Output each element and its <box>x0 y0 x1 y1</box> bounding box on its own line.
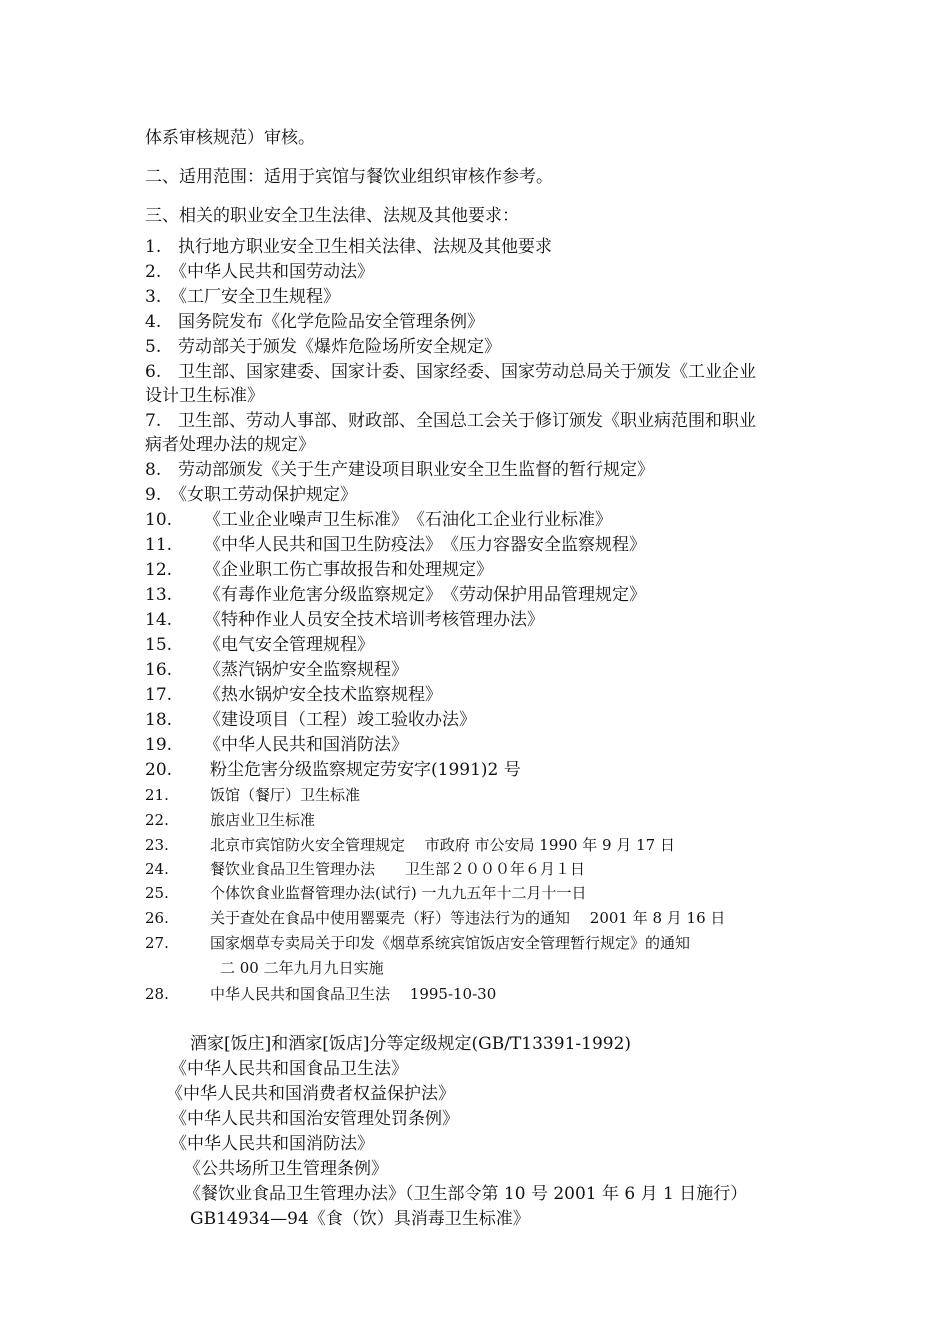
section-two-scope: 二、适用范围：适用于宾馆与餐饮业组织审核作参考。 <box>145 167 553 187</box>
reference-line: GB14934—94《食（饮）具消毒卫生标准》 <box>190 1209 530 1229</box>
document-page: 体系审核规范）审核。 二、适用范围：适用于宾馆与餐饮业组织审核作参考。 三、相关的职业安全卫生法律、法规及其他要求： 1. 执行地方职业安全卫生相关法律、法规及其他要求 2. 《中华人民共和国劳动法》 3. 《工厂安全卫生规程》 4. 国务院发布《化学危险品安全管理条例》 5. 劳动部关于颁发《爆炸危险场所安全规定》 6. 卫生部、国家建委、国家计委、国家经委、国家劳动总局关于颁发《工业企业 设计卫生标准》 7. 卫生部、劳动人事部、财政部、全国总工会关于修订颁发《职业病范围和职业 病者处理办法的规定》 8. 劳动部颁发《关于生产建设项目职业安全卫生监督的暂行规定》 9. 《女职工劳动保护规定》 10. 《工业企业噪声卫生标准》 《石油化工企业行业标准》 11. 《中华人民共和国卫生防疫法》 《压力容器安全监察规程》 12. 《企业职工伤亡事故报告和处理规定》 13. 《有毒作业危害分级监察规定》 《劳动保护用品管理规定》 14. 《特种作业人员安全技术培训考核管理办法》 15. 《电气安全管理规程》 16. 《蒸汽锅炉安全监察规程》 17. 《热水锅炉安全技术监察规程》 18. 《建设项目（工程）竣工验收办法》 19. 《中华人民共和国消防法》 20. 粉尘危害分级监察规定劳安字(1991)2 号 21. 饭馆（餐厅）卫生标准 22. 旅店业卫生标准 23. 北京市宾馆防火安全管理规定 市政府 市公安局 1990 年 9 月 17 日 24. 餐饮业食品卫生管理办法 卫生部２０００年６月１日 25. 个体饮食业监督管理办法(试行) 一九九五年十二月十一日 26. 关于查处在食品中使用罂粟壳（籽）等违法行为的通知 2001 年 8 月 16 日 27. 国家烟草专卖局关于印发《烟草系统宾馆饭店安全管理暂行规定》的通知 二 00 二年九月九日实施 28. 中华人民共和国食品卫生法 1995-10-30 酒家[饭庄]和酒家[饭店]分等定级规定(GB/T13391-1992) 《中华人民共和国食品卫生法》 《中华人民共和国消费者权益保护法》 《中华人民共和国治安管理处罚条例》 《中华人民共和国消防法》 《公共场所卫生管理条例》 《餐饮业食品卫生管理办法》（卫生部令第 10 号 2001 年 6 月 1 日施行） GB14934—94《食（饮）具消毒卫生标准》 <box>0 0 950 1344</box>
list-item-continuation: 二 00 二年九月九日实施 <box>220 959 384 977</box>
reference-line: 《中华人民共和国消防法》 <box>170 1134 374 1154</box>
reference-line: 《中华人民共和国消费者权益保护法》 <box>166 1084 455 1104</box>
section-three-heading: 三、相关的职业安全卫生法律、法规及其他要求： <box>145 206 519 226</box>
reference-line: 《餐饮业食品卫生管理办法》（卫生部令第 10 号 2001 年 6 月 1 日施行） <box>184 1184 748 1204</box>
reference-line: 《中华人民共和国食品卫生法》 <box>170 1059 408 1079</box>
reference-line: 酒家[饭庄]和酒家[饭店]分等定级规定(GB/T13391-1992) <box>190 1034 632 1054</box>
reference-line: 《公共场所卫生管理条例》 <box>184 1159 388 1179</box>
list-item-continuation: 设计卫生标准》 <box>145 386 264 406</box>
list-item-continuation: 病者处理办法的规定》 <box>145 435 315 455</box>
paragraph-continuation: 体系审核规范）审核。 <box>145 128 315 148</box>
reference-line: 《中华人民共和国治安管理处罚条例》 <box>170 1109 459 1129</box>
